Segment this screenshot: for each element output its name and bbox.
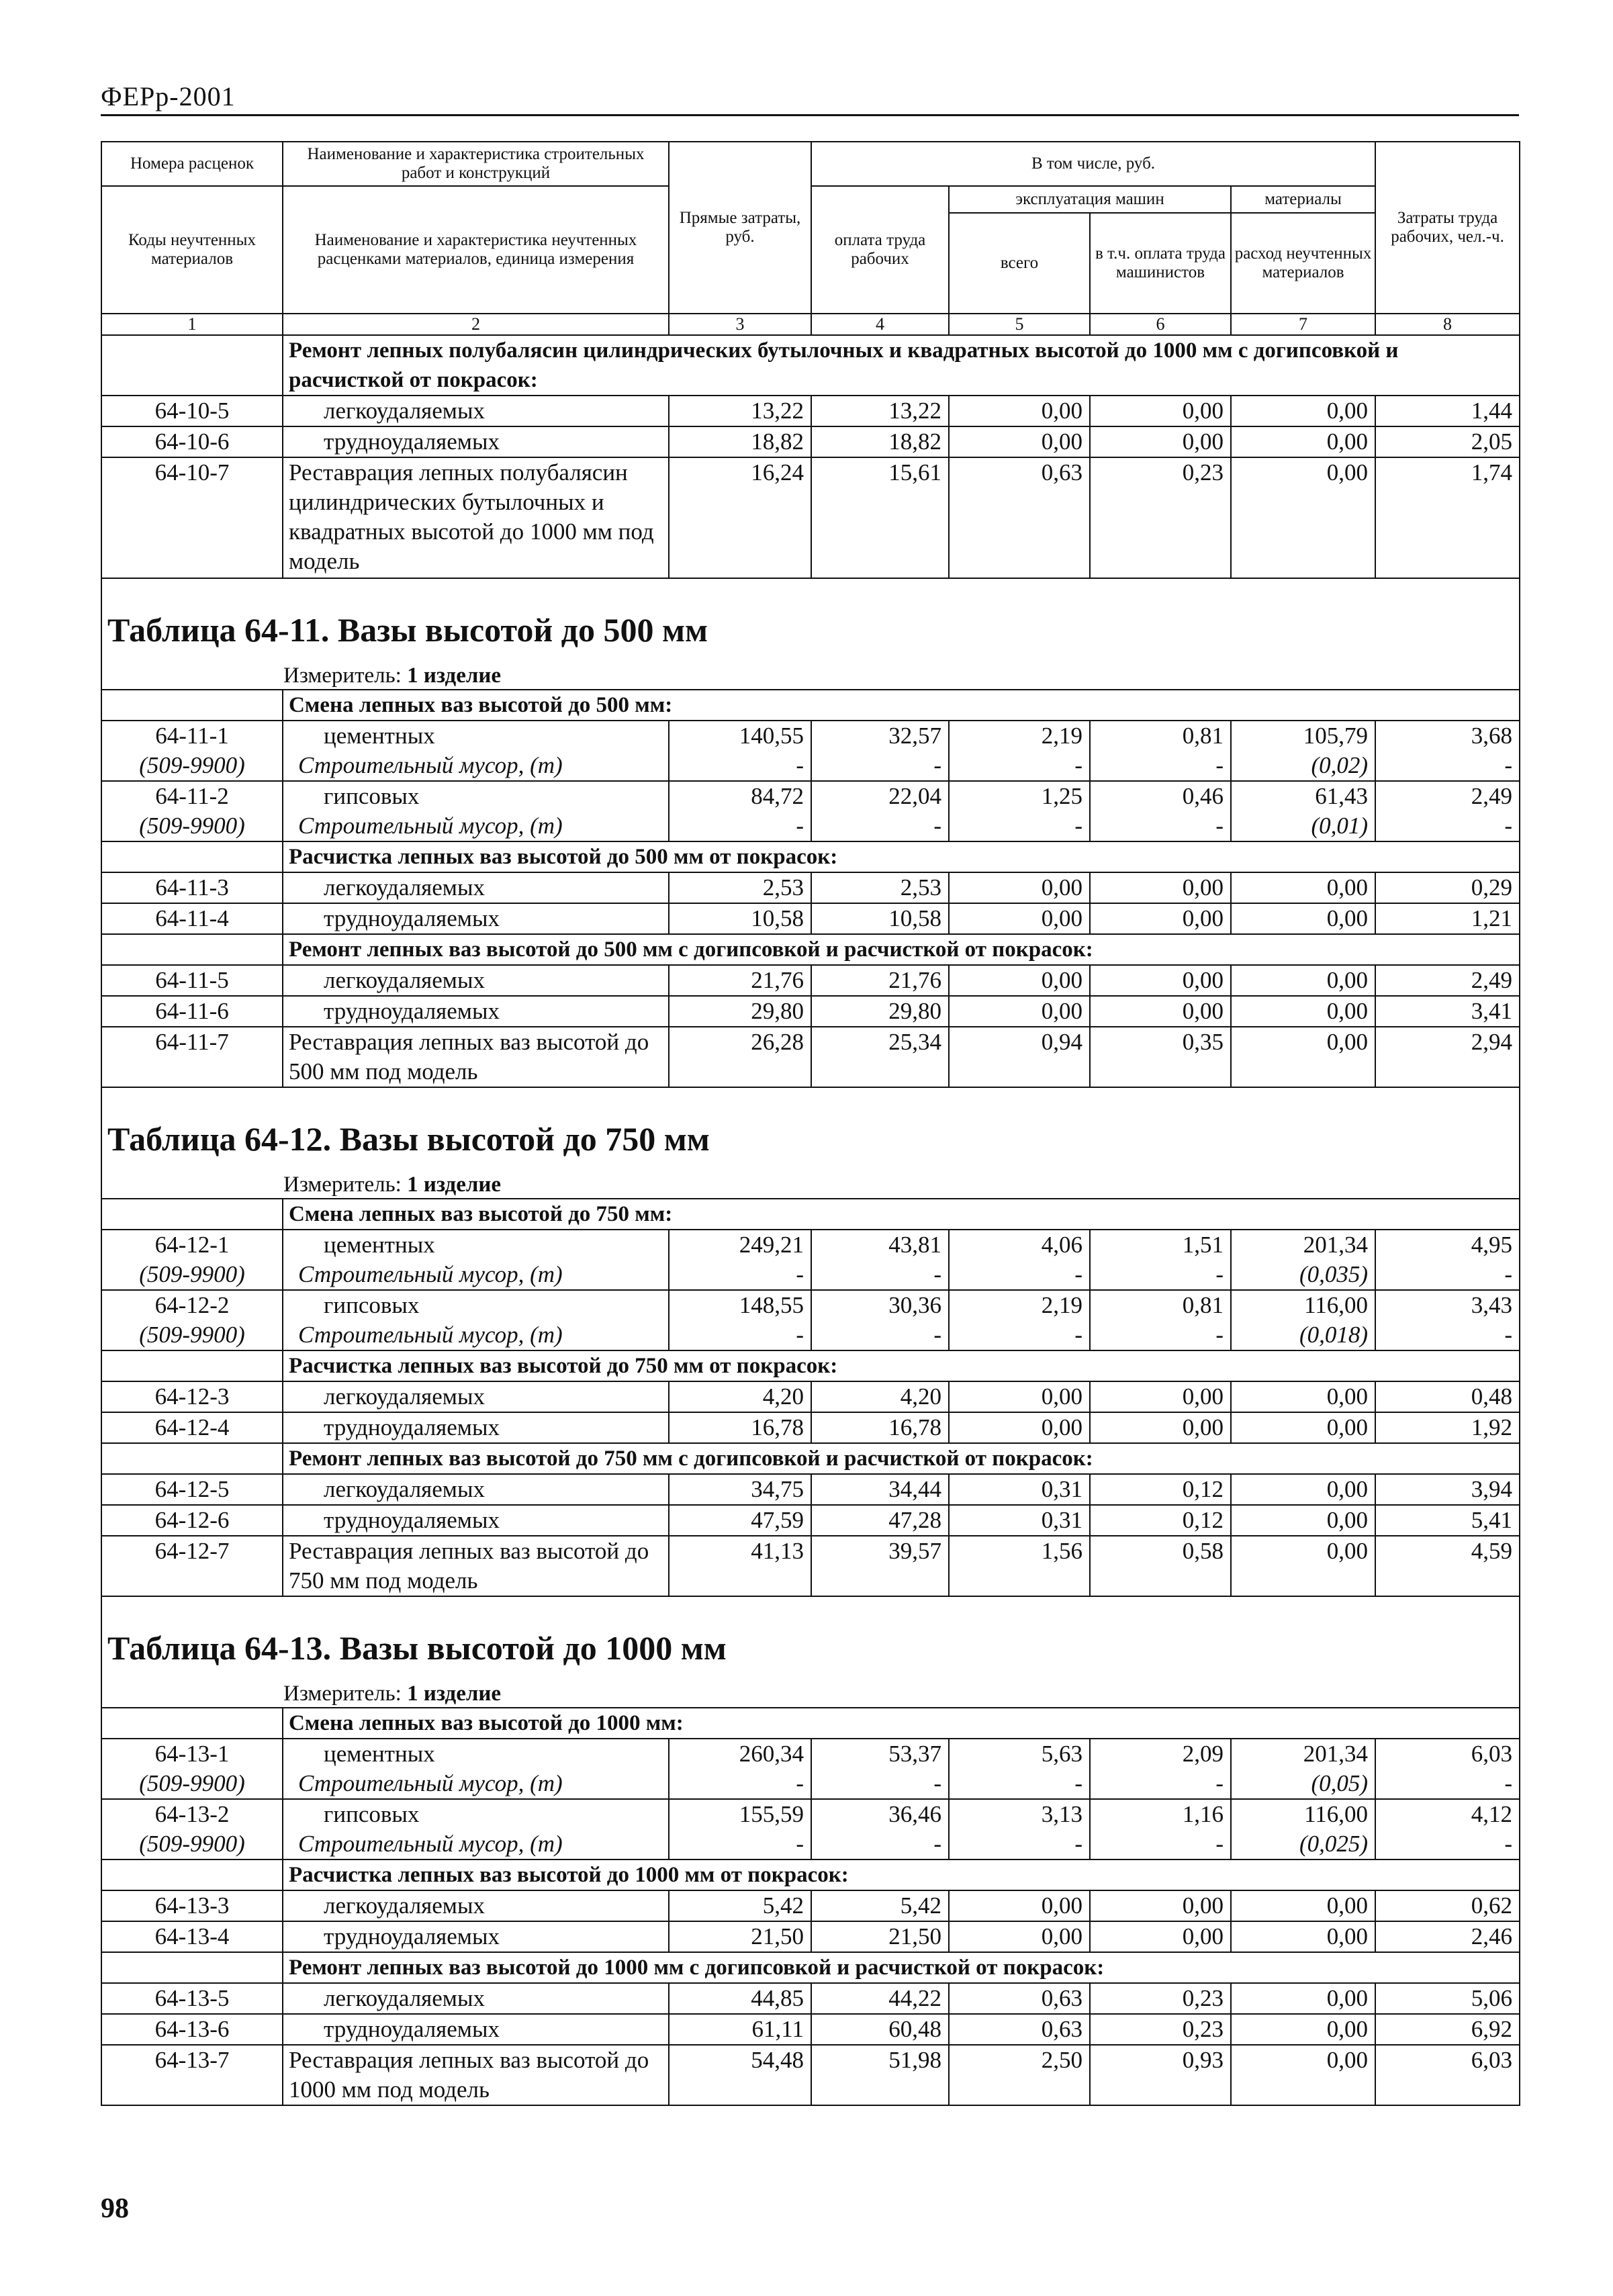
- wages: 53,37: [811, 1739, 949, 1769]
- wages: 2,53: [811, 872, 949, 903]
- page-number: 98: [101, 2193, 129, 2224]
- dash: -: [1090, 751, 1231, 781]
- direct-cost: 21,50: [669, 1921, 811, 1952]
- machines-wages: 0,81: [1090, 1290, 1231, 1320]
- materials: 201,34: [1231, 1739, 1375, 1769]
- materials: 0,00: [1231, 2014, 1375, 2045]
- rate-code: 64-12-3: [101, 1381, 283, 1412]
- machines-total: 0,31: [949, 1505, 1090, 1536]
- labor: 1,21: [1375, 903, 1520, 934]
- direct-cost: 26,28: [669, 1027, 811, 1087]
- materials: 105,79: [1231, 721, 1375, 751]
- machines-wages: 2,09: [1090, 1739, 1231, 1769]
- wages: 4,20: [811, 1381, 949, 1412]
- wages: 36,46: [811, 1799, 949, 1829]
- material-name: Строительный мусор, (т): [283, 811, 669, 841]
- direct-cost: 2,53: [669, 872, 811, 903]
- col-num-8: 8: [1375, 314, 1520, 335]
- header-rate-numbers: Номера расценок: [101, 142, 283, 186]
- machines-wages: 0,23: [1090, 2014, 1231, 2045]
- machines-total: 2,50: [949, 2045, 1090, 2105]
- machines-total: 0,63: [949, 1983, 1090, 2014]
- rate-code: 64-12-2: [101, 1290, 283, 1320]
- materials: 61,43: [1231, 781, 1375, 811]
- materials: 201,34: [1231, 1230, 1375, 1260]
- rate-name: цементных: [283, 1230, 669, 1260]
- col-num-1: 1: [101, 314, 283, 335]
- rate-code: 64-13-5: [101, 1983, 283, 2014]
- measure-line: [101, 1680, 1520, 1708]
- machines-total: 2,19: [949, 1290, 1090, 1320]
- rate-name: легкоудаляемых: [283, 1983, 669, 2014]
- labor: 6,92: [1375, 2014, 1520, 2045]
- rate-name: трудноудаляемых: [283, 1412, 669, 1443]
- col-num-7: 7: [1231, 314, 1375, 335]
- header-machines-wages: в т.ч. оплата труда машинистов: [1090, 213, 1231, 314]
- materials: 0,00: [1231, 1983, 1375, 2014]
- machines-wages: 0,00: [1090, 1921, 1231, 1952]
- machines-total: 0,00: [949, 996, 1090, 1027]
- machines-wages: 0,00: [1090, 426, 1231, 457]
- machines-wages: 0,81: [1090, 721, 1231, 751]
- measure-value: 1 изделие: [407, 1173, 502, 1197]
- rate-code: 64-11-6: [101, 996, 283, 1027]
- dash: -: [811, 1260, 949, 1290]
- material-consumption: (0,018): [1231, 1320, 1375, 1350]
- dash: -: [1375, 1829, 1520, 1859]
- rate-code: 64-13-4: [101, 1921, 283, 1952]
- materials: 0,00: [1231, 1412, 1375, 1443]
- measure-label: Измеритель:: [283, 663, 402, 688]
- measure-label: Измеритель:: [283, 1173, 402, 1197]
- materials: 0,00: [1231, 872, 1375, 903]
- material-code: (509-9900): [101, 1769, 283, 1799]
- rate-code: 64-13-1: [101, 1739, 283, 1769]
- header-direct-costs: Прямые затраты, руб.: [669, 142, 811, 314]
- dash: -: [1375, 811, 1520, 841]
- document-header: ФЕРр-2001: [101, 81, 236, 111]
- machines-wages: 0,46: [1090, 781, 1231, 811]
- direct-cost: 140,55: [669, 721, 811, 751]
- labor: 3,41: [1375, 996, 1520, 1027]
- rate-code: 64-13-3: [101, 1890, 283, 1921]
- materials: 0,00: [1231, 1381, 1375, 1412]
- wages: 5,42: [811, 1890, 949, 1921]
- machines-wages: 1,51: [1090, 1230, 1231, 1260]
- machines-total: 3,13: [949, 1799, 1090, 1829]
- dash: -: [949, 1320, 1090, 1350]
- material-name: Строительный мусор, (т): [283, 1769, 669, 1799]
- col-num-6: 6: [1090, 314, 1231, 335]
- header-materials: материалы: [1231, 186, 1375, 213]
- machines-total: 0,00: [949, 426, 1090, 457]
- header-machines-total: всего: [949, 213, 1090, 314]
- labor: 3,68: [1375, 721, 1520, 751]
- material-code: (509-9900): [101, 1260, 283, 1290]
- material-consumption: (0,025): [1231, 1829, 1375, 1859]
- group-heading: Ремонт лепных полубалясин цилиндрических бутылочных и квадратных высотой до 1000 мм с догипсовкой и расчисткой от покрасок:: [283, 335, 1520, 396]
- machines-wages: 0,00: [1090, 396, 1231, 426]
- direct-cost: 16,24: [669, 457, 811, 578]
- machines-total: 0,94: [949, 1027, 1090, 1087]
- machines-wages: 0,58: [1090, 1536, 1231, 1596]
- machines-total: 0,63: [949, 2014, 1090, 2045]
- rate-code: 64-11-4: [101, 903, 283, 934]
- rates-table: [101, 141, 1520, 2106]
- machines-total: 0,63: [949, 457, 1090, 578]
- rate-name: цементных: [283, 721, 669, 751]
- machines-wages: 0,12: [1090, 1505, 1231, 1536]
- machines-total: 0,00: [949, 903, 1090, 934]
- material-consumption: (0,02): [1231, 751, 1375, 781]
- direct-cost: 18,82: [669, 426, 811, 457]
- wages: 16,78: [811, 1412, 949, 1443]
- machines-total: 0,00: [949, 1381, 1090, 1412]
- rate-name: трудноудаляемых: [283, 2014, 669, 2045]
- rate-code: 64-13-2: [101, 1799, 283, 1829]
- labor: 2,46: [1375, 1921, 1520, 1952]
- dash: -: [669, 1260, 811, 1290]
- group-heading: Расчистка лепных ваз высотой до 500 мм от покрасок:: [283, 841, 1520, 872]
- direct-cost: 54,48: [669, 2045, 811, 2105]
- labor: 6,03: [1375, 1739, 1520, 1769]
- header-wages: оплата труда рабочих: [811, 186, 949, 314]
- dash: -: [1375, 1260, 1520, 1290]
- dash: -: [1090, 1829, 1231, 1859]
- labor: 4,12: [1375, 1799, 1520, 1829]
- rate-name: легкоудаляемых: [283, 965, 669, 996]
- direct-cost: 260,34: [669, 1739, 811, 1769]
- dash: -: [811, 1829, 949, 1859]
- group-heading: Смена лепных ваз высотой до 500 мм:: [283, 690, 1520, 721]
- rate-name: Реставрация лепных ваз высотой до 750 мм под модель: [283, 1536, 669, 1596]
- machines-total: 0,00: [949, 872, 1090, 903]
- labor: 3,94: [1375, 1474, 1520, 1505]
- direct-cost: 61,11: [669, 2014, 811, 2045]
- rate-name: Реставрация лепных ваз высотой до 500 мм под модель: [283, 1027, 669, 1087]
- materials: 0,00: [1231, 1890, 1375, 1921]
- direct-cost: 10,58: [669, 903, 811, 934]
- dash: -: [1090, 811, 1231, 841]
- material-code: (509-9900): [101, 1829, 283, 1859]
- labor: 1,44: [1375, 396, 1520, 426]
- materials: 0,00: [1231, 1474, 1375, 1505]
- col-num-5: 5: [949, 314, 1090, 335]
- wages: 21,50: [811, 1921, 949, 1952]
- dash: -: [811, 811, 949, 841]
- wages: 44,22: [811, 1983, 949, 2014]
- machines-total: 4,06: [949, 1230, 1090, 1260]
- col-num-3: 3: [669, 314, 811, 335]
- wages: 51,98: [811, 2045, 949, 2105]
- wages: 10,58: [811, 903, 949, 934]
- materials: 0,00: [1231, 1536, 1375, 1596]
- header-material-name: Наименование и характеристика неучтенных расценками материалов, единица измерения: [283, 186, 669, 314]
- materials: 0,00: [1231, 996, 1375, 1027]
- rate-name: легкоудаляемых: [283, 1381, 669, 1412]
- measure-line: [101, 1171, 1520, 1199]
- direct-cost: 21,76: [669, 965, 811, 996]
- direct-cost: 34,75: [669, 1474, 811, 1505]
- dash: -: [949, 811, 1090, 841]
- dash: -: [1375, 751, 1520, 781]
- rate-name: легкоудаляемых: [283, 1474, 669, 1505]
- col-num-2: 2: [283, 314, 669, 335]
- labor: 1,74: [1375, 457, 1520, 578]
- dash: -: [949, 1829, 1090, 1859]
- materials: 0,00: [1231, 457, 1375, 578]
- material-code: (509-9900): [101, 751, 283, 781]
- direct-cost: 5,42: [669, 1890, 811, 1921]
- machines-total: 0,00: [949, 1412, 1090, 1443]
- rate-code: 64-12-4: [101, 1412, 283, 1443]
- labor: 2,05: [1375, 426, 1520, 457]
- rate-name: гипсовых: [283, 1799, 669, 1829]
- wages: 43,81: [811, 1230, 949, 1260]
- measure-value: 1 изделие: [407, 663, 502, 688]
- direct-cost: 13,22: [669, 396, 811, 426]
- header-materials-consumption: расход неучтенных материалов: [1231, 213, 1375, 314]
- rate-code: 64-12-5: [101, 1474, 283, 1505]
- machines-total: 0,00: [949, 1921, 1090, 1952]
- header-work-name: Наименование и характеристика строительных работ и конструкций: [283, 142, 669, 186]
- material-name: Строительный мусор, (т): [283, 751, 669, 781]
- dash: -: [949, 1769, 1090, 1799]
- machines-total: 1,25: [949, 781, 1090, 811]
- wages: 29,80: [811, 996, 949, 1027]
- material-name: Строительный мусор, (т): [283, 1260, 669, 1290]
- table-title: Таблица 64-12. Вазы высотой до 750 мм: [101, 1087, 1520, 1171]
- dash: -: [1090, 1260, 1231, 1290]
- measure-value: 1 изделие: [407, 1682, 502, 1706]
- header-machines: эксплуатация машин: [949, 186, 1231, 213]
- labor: 3,43: [1375, 1290, 1520, 1320]
- wages: 25,34: [811, 1027, 949, 1087]
- rate-code: 64-12-6: [101, 1505, 283, 1536]
- machines-wages: 0,12: [1090, 1474, 1231, 1505]
- rate-name: трудноудаляемых: [283, 903, 669, 934]
- materials: 0,00: [1231, 1505, 1375, 1536]
- wages: 30,36: [811, 1290, 949, 1320]
- group-heading: Ремонт лепных ваз высотой до 500 мм с догипсовкой и расчисткой от покрасок:: [283, 934, 1520, 965]
- table-title: Таблица 64-13. Вазы высотой до 1000 мм: [101, 1596, 1520, 1680]
- direct-cost: 29,80: [669, 996, 811, 1027]
- header-rule: [101, 114, 1519, 116]
- machines-wages: 0,23: [1090, 1983, 1231, 2014]
- group-heading: Смена лепных ваз высотой до 1000 мм:: [283, 1708, 1520, 1739]
- dash: -: [949, 751, 1090, 781]
- direct-cost: 44,85: [669, 1983, 811, 2014]
- materials: 0,00: [1231, 965, 1375, 996]
- rate-name: Реставрация лепных ваз высотой до 1000 мм под модель: [283, 2045, 669, 2105]
- rate-name: трудноудаляемых: [283, 1921, 669, 1952]
- machines-wages: 0,00: [1090, 872, 1231, 903]
- machines-wages: 0,35: [1090, 1027, 1231, 1087]
- labor: 5,41: [1375, 1505, 1520, 1536]
- labor: 2,94: [1375, 1027, 1520, 1087]
- rate-name: трудноудаляемых: [283, 1505, 669, 1536]
- labor: 4,59: [1375, 1536, 1520, 1596]
- machines-wages: 0,00: [1090, 1412, 1231, 1443]
- machines-total: 0,31: [949, 1474, 1090, 1505]
- materials: 0,00: [1231, 903, 1375, 934]
- group-heading: Ремонт лепных ваз высотой до 1000 мм с догипсовкой и расчисткой от покрасок:: [283, 1952, 1520, 1983]
- rate-code: 64-11-3: [101, 872, 283, 903]
- wages: 47,28: [811, 1505, 949, 1536]
- machines-wages: 0,23: [1090, 457, 1231, 578]
- dash: -: [1375, 1769, 1520, 1799]
- materials: 0,00: [1231, 426, 1375, 457]
- wages: 22,04: [811, 781, 949, 811]
- rate-name: гипсовых: [283, 1290, 669, 1320]
- rate-name: легкоудаляемых: [283, 872, 669, 903]
- wages: 32,57: [811, 721, 949, 751]
- rate-name: трудноудаляемых: [283, 996, 669, 1027]
- machines-wages: 0,00: [1090, 965, 1231, 996]
- material-name: Строительный мусор, (т): [283, 1320, 669, 1350]
- machines-total: 2,19: [949, 721, 1090, 751]
- material-consumption: (0,05): [1231, 1769, 1375, 1799]
- header-including: В том числе, руб.: [811, 142, 1375, 186]
- material-code: (509-9900): [101, 1320, 283, 1350]
- labor: 1,92: [1375, 1412, 1520, 1443]
- direct-cost: 47,59: [669, 1505, 811, 1536]
- header-labor: Затраты труда рабочих, чел.-ч.: [1375, 142, 1520, 314]
- direct-cost: 84,72: [669, 781, 811, 811]
- dash: -: [811, 1320, 949, 1350]
- rate-name: легкоудаляемых: [283, 396, 669, 426]
- group-heading: Смена лепных ваз высотой до 750 мм:: [283, 1199, 1520, 1230]
- dash: -: [1375, 1320, 1520, 1350]
- wages: 60,48: [811, 2014, 949, 2045]
- col-num-4: 4: [811, 314, 949, 335]
- labor: 4,95: [1375, 1230, 1520, 1260]
- dash: -: [949, 1260, 1090, 1290]
- labor: 0,62: [1375, 1890, 1520, 1921]
- machines-total: 0,00: [949, 965, 1090, 996]
- materials: 0,00: [1231, 2045, 1375, 2105]
- direct-cost: 155,59: [669, 1799, 811, 1829]
- rate-code: 64-10-6: [101, 426, 283, 457]
- materials: 0,00: [1231, 1921, 1375, 1952]
- group-heading: Ремонт лепных ваз высотой до 750 мм с догипсовкой и расчисткой от покрасок:: [283, 1443, 1520, 1474]
- dash: -: [1090, 1320, 1231, 1350]
- rate-code: 64-12-7: [101, 1536, 283, 1596]
- rate-code: 64-13-6: [101, 2014, 283, 2045]
- dash: -: [669, 751, 811, 781]
- machines-wages: 0,00: [1090, 903, 1231, 934]
- rate-code: 64-10-5: [101, 396, 283, 426]
- direct-cost: 16,78: [669, 1412, 811, 1443]
- material-name: Строительный мусор, (т): [283, 1829, 669, 1859]
- labor: 0,29: [1375, 872, 1520, 903]
- rate-code: 64-11-2: [101, 781, 283, 811]
- materials: 116,00: [1231, 1799, 1375, 1829]
- rate-code: 64-11-5: [101, 965, 283, 996]
- materials: 0,00: [1231, 396, 1375, 426]
- rate-code: 64-11-1: [101, 721, 283, 751]
- rate-name: легкоудаляемых: [283, 1890, 669, 1921]
- labor: 2,49: [1375, 965, 1520, 996]
- dash: -: [811, 1769, 949, 1799]
- dash: -: [669, 1829, 811, 1859]
- rate-code: 64-13-7: [101, 2045, 283, 2105]
- machines-total: 0,00: [949, 396, 1090, 426]
- rate-name: Реставрация лепных полубалясин цилиндрических бутылочных и квадратных высотой до 1000 мм под модель: [283, 457, 669, 578]
- machines-total: 1,56: [949, 1536, 1090, 1596]
- dash: -: [669, 1769, 811, 1799]
- direct-cost: 249,21: [669, 1230, 811, 1260]
- material-consumption: (0,01): [1231, 811, 1375, 841]
- wages: 39,57: [811, 1536, 949, 1596]
- rate-code: 64-10-7: [101, 457, 283, 578]
- group-heading: Расчистка лепных ваз высотой до 1000 мм от покрасок:: [283, 1859, 1520, 1890]
- direct-cost: 41,13: [669, 1536, 811, 1596]
- rate-name: цементных: [283, 1739, 669, 1769]
- labor: 0,48: [1375, 1381, 1520, 1412]
- measure-line: [101, 662, 1520, 690]
- direct-cost: 148,55: [669, 1290, 811, 1320]
- materials: 0,00: [1231, 1027, 1375, 1087]
- machines-total: 0,00: [949, 1890, 1090, 1921]
- material-consumption: (0,035): [1231, 1260, 1375, 1290]
- group-heading: Расчистка лепных ваз высотой до 750 мм от покрасок:: [283, 1350, 1520, 1381]
- rate-name: гипсовых: [283, 781, 669, 811]
- direct-cost: 4,20: [669, 1381, 811, 1412]
- wages: 15,61: [811, 457, 949, 578]
- rate-name: трудноудаляемых: [283, 426, 669, 457]
- wages: 18,82: [811, 426, 949, 457]
- material-code: (509-9900): [101, 811, 283, 841]
- dash: -: [669, 1320, 811, 1350]
- dash: -: [1090, 1769, 1231, 1799]
- wages: 34,44: [811, 1474, 949, 1505]
- labor: 5,06: [1375, 1983, 1520, 2014]
- rate-code: 64-12-1: [101, 1230, 283, 1260]
- dash: -: [811, 751, 949, 781]
- wages: 13,22: [811, 396, 949, 426]
- labor: 2,49: [1375, 781, 1520, 811]
- rate-code: 64-11-7: [101, 1027, 283, 1087]
- dash: -: [669, 811, 811, 841]
- machines-wages: 0,00: [1090, 996, 1231, 1027]
- machines-wages: 1,16: [1090, 1799, 1231, 1829]
- measure-label: Измеритель:: [283, 1682, 402, 1706]
- header-material-codes: Коды неучтенных материалов: [101, 186, 283, 314]
- machines-total: 5,63: [949, 1739, 1090, 1769]
- machines-wages: 0,00: [1090, 1890, 1231, 1921]
- table-title: Таблица 64-11. Вазы высотой до 500 мм: [101, 578, 1520, 662]
- labor: 6,03: [1375, 2045, 1520, 2105]
- machines-wages: 0,93: [1090, 2045, 1231, 2105]
- machines-wages: 0,00: [1090, 1381, 1231, 1412]
- materials: 116,00: [1231, 1290, 1375, 1320]
- wages: 21,76: [811, 965, 949, 996]
